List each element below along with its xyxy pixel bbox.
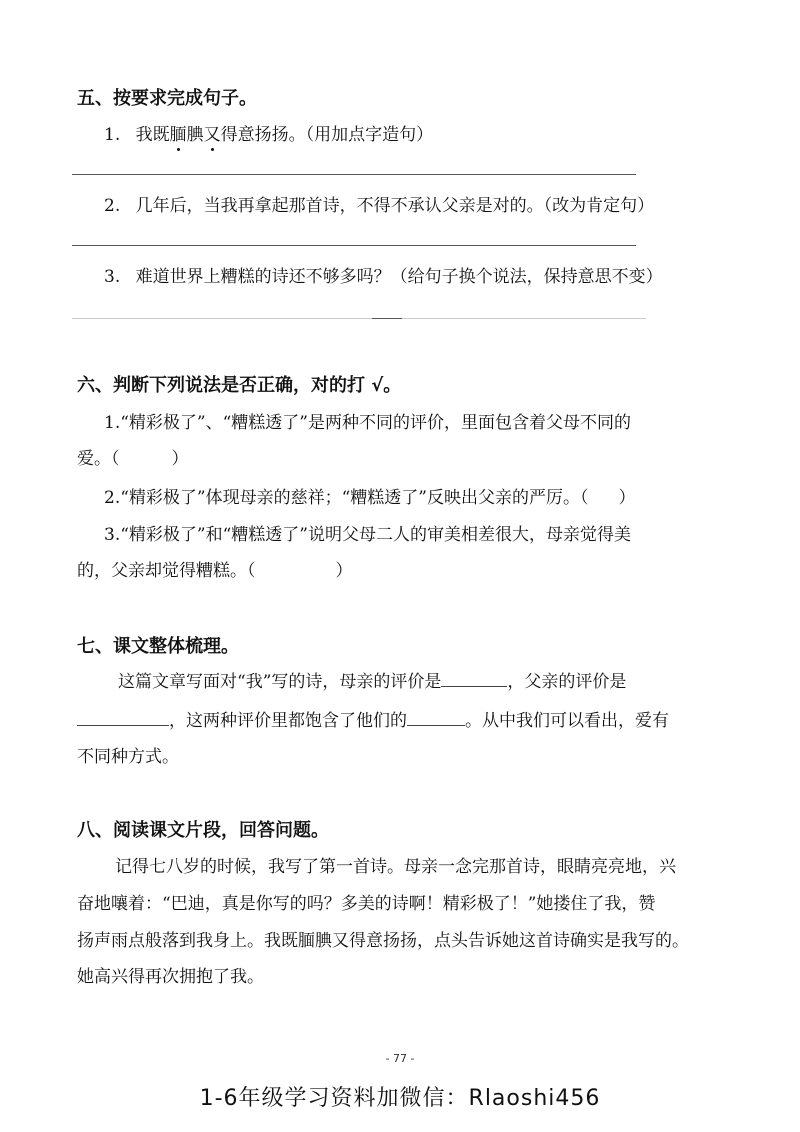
section6-s1-line1: 1.“精彩极了”、“糟糕透了”是两种不同的评价，里面包含着父母不同的: [104, 413, 631, 433]
section6-s1-line2: [77, 444, 189, 469]
q3-answer-line-mark: [372, 318, 402, 319]
s2-close-paren: ）: [618, 488, 636, 508]
q1-text-post: 得意扬扬。（用加点字造句）: [220, 125, 434, 145]
section6-s3-line1: 3.“精彩极了”和“糟糕透了”说明父母二人的审美相差很大，母亲觉得美: [104, 525, 631, 545]
q2-answer-line[interactable]: [72, 245, 636, 246]
section8-heading: 八、阅读课文片段，回答问题。: [77, 820, 329, 841]
q1-text-mid: 腆: [186, 125, 204, 145]
page-number: - 77 -: [385, 1052, 415, 1065]
s3-text: 的，父亲却觉得糟糕。（: [77, 561, 256, 581]
q3-answer-line[interactable]: [72, 318, 646, 319]
q2-text: 几年后，当我再拿起那首诗，不得不承认父亲是对的。（改为肯定句）: [135, 196, 655, 216]
s7-blank-mother[interactable]: [441, 669, 507, 687]
s7-text-4: 。从中我们可以看出，爱有: [465, 711, 669, 731]
q1-dotted-char-1: 腼: [169, 125, 187, 145]
footer-contact: 1-6年级学习资料加微信：Rlaoshi456: [199, 1086, 601, 1111]
section8-para-line1: 记得七八岁的时候，我写了第一首诗。母亲一念完那首诗，眼睛亮亮地，兴: [115, 857, 676, 877]
section5-q1: [104, 120, 433, 145]
q1-dotted-char-2: 又: [203, 125, 221, 145]
s3-close-paren: ）: [335, 561, 353, 581]
section6-s2: [104, 483, 635, 508]
s7-text-1: 这篇文章写面对“我”写的诗，母亲的评价是: [118, 672, 442, 692]
section8-para-line2: 奋地嚷着：“巴迪，真是你写的吗？多美的诗啊！精彩极了！”她搂住了我，赞: [77, 894, 656, 914]
section7-heading: 七、课文整体梳理。: [77, 636, 239, 657]
s7-blank-father[interactable]: [77, 708, 169, 726]
q1-answer-line[interactable]: [72, 174, 636, 175]
s1-close-paren: ）: [171, 449, 189, 469]
section8-para-line4: 她高兴得再次拥抱了我。: [77, 967, 264, 987]
s7-text-3: ，这两种评价里都饱含了他们的: [169, 711, 407, 731]
s1-text: 爱。（: [77, 449, 120, 469]
section7-line1: [118, 667, 626, 692]
section7-line2: [77, 706, 669, 731]
q2-number: 2.: [104, 196, 121, 216]
section5-q3: [104, 262, 663, 287]
section8-para-line3: 扬声雨点般落到我身上。我既腼腆又得意扬扬，点头告诉她这首诗确实是我写的。: [77, 931, 689, 951]
section5-q2: [104, 191, 654, 216]
section6-heading: 六、判断下列说法是否正确，对的打 √。: [77, 375, 402, 396]
section6-s3-line2: [77, 556, 353, 581]
q3-number: 3.: [104, 267, 121, 287]
s2-text: 2.“精彩极了”体现母亲的慈祥；“糟糕透了”反映出父亲的严厉。（: [104, 488, 589, 508]
s7-blank-feeling[interactable]: [407, 708, 465, 726]
s7-text-2: ，父亲的评价是: [507, 672, 627, 692]
section5-heading: 五、按要求完成句子。: [77, 88, 257, 109]
section7-line3: 不同种方式。: [77, 747, 179, 767]
q3-text: 难道世界上糟糕的诗还不够多吗？（给句子换个说法，保持意思不变）: [135, 267, 663, 287]
q1-text-pre: 我既: [135, 125, 170, 145]
q1-number: 1.: [104, 125, 121, 145]
